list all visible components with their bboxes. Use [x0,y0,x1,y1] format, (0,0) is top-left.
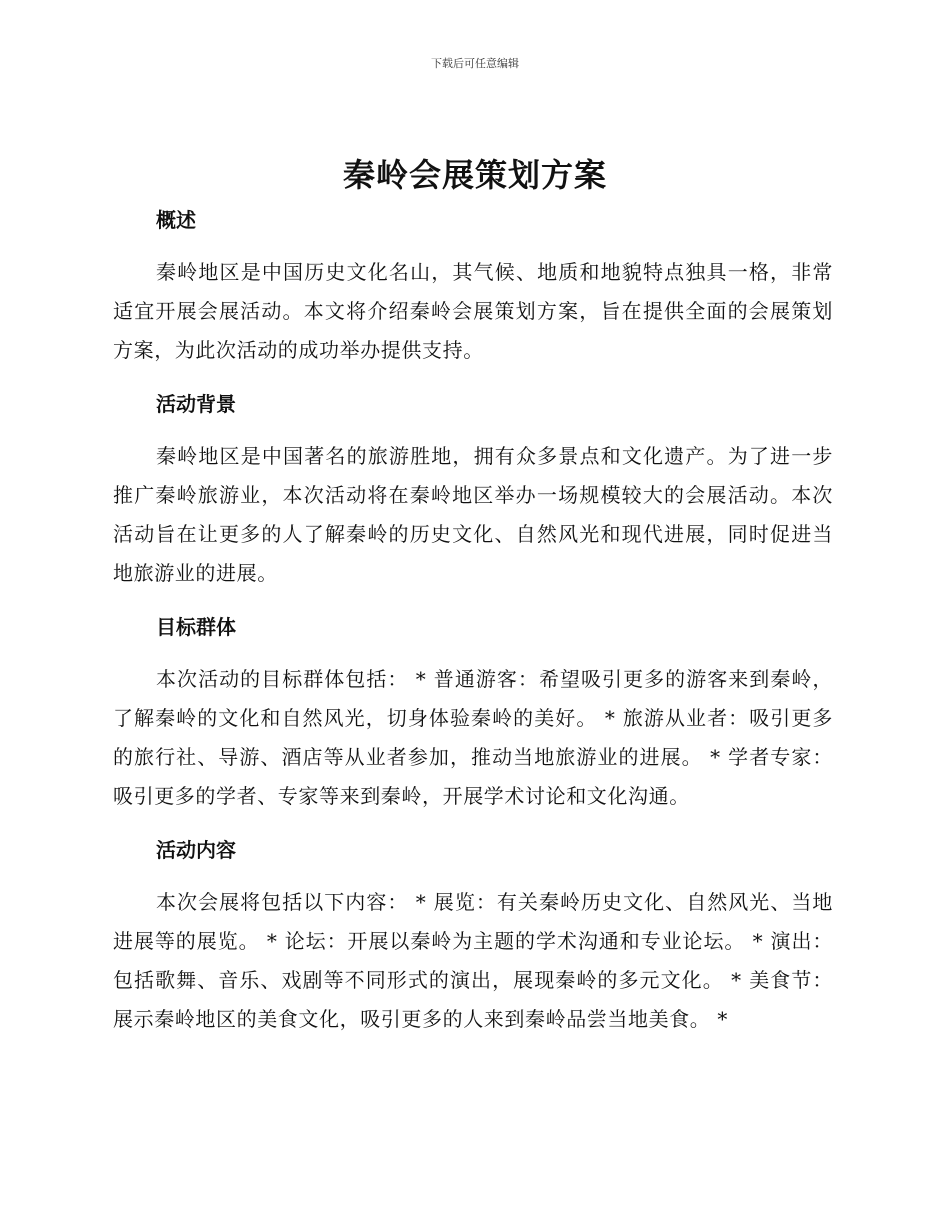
section-paragraph-activity-content: 本次会展将包括以下内容： * 展览：有关秦岭历史文化、自然风光、当地进展等的展览。 * 论坛：开展以秦岭为主题的学术沟通和专业论坛。 * 演出：包括歌舞、音乐、戏剧等不同形式的演出，展现秦岭的多元文化。 * 美食节：展示秦岭地区的美食文化，吸引更多的人来到秦岭品尝当地美食。 * [113,890,833,1031]
section-heading-overview: 概述 [156,208,196,232]
section-paragraph-background: 秦岭地区是中国著名的旅游胜地，拥有众多景点和文化遗产。为了进一步推广秦岭旅游业，本次活动将在秦岭地区举办一场规模较大的会展活动。本次活动旨在让更多的人了解秦岭的历史文化、自然风光和现代进展，同时促进当地旅游业的进展。 [113,444,833,585]
document-title: 秦岭会展策划方案 [342,156,607,194]
header-note: 下载后可任意编辑 [431,57,519,70]
section-heading-background: 活动背景 [156,392,236,416]
document-body [113,200,833,1053]
section-heading-target-groups: 目标群体 [156,615,236,639]
section-heading-activity-content: 活动内容 [156,838,236,862]
section-paragraph-target-groups: 本次活动的目标群体包括： * 普通游客：希望吸引更多的游客来到秦岭，了解秦岭的文化和自然风光，切身体验秦岭的美好。 * 旅游从业者：吸引更多的旅行社、导游、酒店等从业者参加，推动当地旅游业的进展。 * 学者专家：吸引更多的学者、专家等来到秦岭，开展学术讨论和文化沟通。 [113,667,833,808]
section-paragraph-overview: 秦岭地区是中国历史文化名山，其气候、地质和地貌特点独具一格，非常适宜开展会展活动。本文将介绍秦岭会展策划方案，旨在提供全面的会展策划方案，为此次活动的成功举办提供支持。 [113,260,833,362]
